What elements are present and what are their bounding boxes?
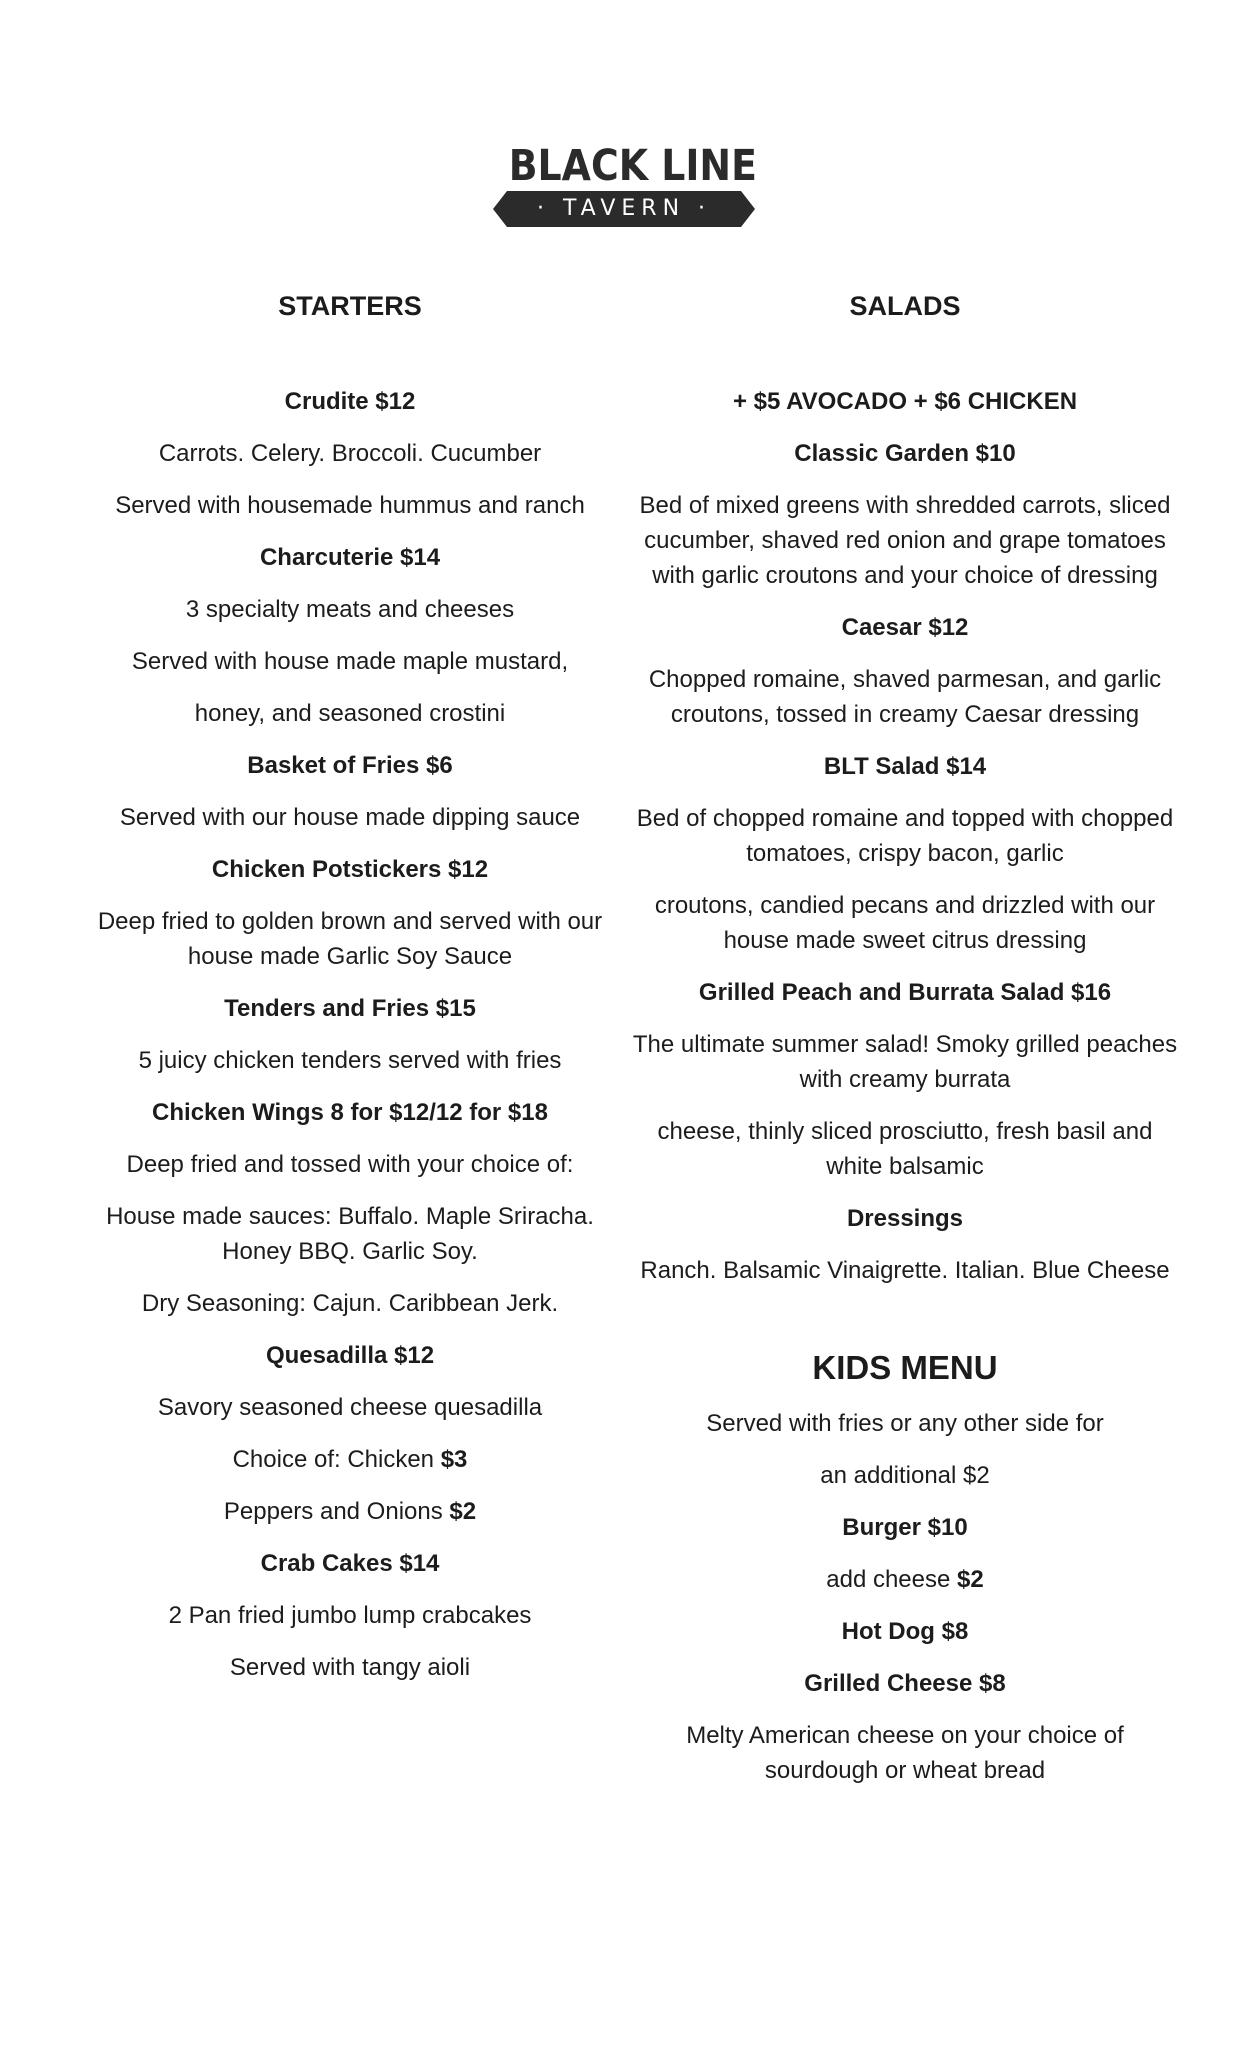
starters-title: STARTERS (278, 291, 422, 321)
logo-banner (493, 191, 755, 227)
item-text: add cheese (826, 1566, 958, 1593)
item-text: Served with housemade hummus and ranch (115, 492, 585, 519)
menu-item-description (630, 1718, 1180, 1788)
menu-item-description (70, 1043, 630, 1078)
item-text: Crab Cakes $14 (260, 1550, 440, 1577)
menu-item-name (630, 1201, 1180, 1236)
item-price: $3 (440, 1446, 468, 1473)
salads-list (630, 384, 1180, 1288)
item-text: Quesadilla $12 (265, 1342, 435, 1369)
logo-subtitle: · TAVERN · (536, 196, 712, 221)
item-text: Caesar $12 (841, 614, 969, 641)
salads-title: SALADS (849, 291, 961, 321)
item-text: Melty American cheese on your choice of sourdough or wheat bread (686, 1722, 1124, 1784)
menu-item-description (630, 1458, 1180, 1493)
item-text: Charcuterie $14 (259, 544, 441, 571)
menu-item-description (70, 1390, 630, 1425)
item-text: Served with tangy aioli (229, 1654, 471, 1681)
item-text: 5 juicy chicken tenders served with fries (138, 1047, 562, 1074)
menu-item-name (70, 748, 630, 783)
kids-list (630, 1406, 1180, 1788)
item-text: Savory seasoned cheese quesadilla (157, 1394, 543, 1421)
item-text: The ultimate summer salad! Smoky grilled peaches with creamy burrata (632, 1031, 1178, 1093)
menu-item-description (70, 1494, 630, 1529)
item-text: Served with our house made dipping sauce (119, 804, 581, 831)
salads-column (630, 286, 1180, 1805)
menu-item-name (70, 1095, 630, 1130)
menu-item-name (70, 852, 630, 887)
logo-wordmark: BLACK LINE (508, 141, 757, 191)
item-text: 2 Pan fried jumbo lump crabcakes (168, 1602, 532, 1629)
menu-item-name (70, 1546, 630, 1581)
menu-item-description (70, 904, 630, 974)
menu-item-name (630, 436, 1180, 471)
item-text: Peppers and Onions (223, 1498, 450, 1525)
starters-list (70, 384, 630, 1685)
menu-item-description (70, 436, 630, 471)
menu-item-name (630, 610, 1180, 645)
menu-item-description (630, 888, 1180, 958)
menu-item-description (630, 1562, 1180, 1597)
menu-item-name (630, 1614, 1180, 1649)
menu-item-name (630, 1510, 1180, 1545)
menu-item-description (70, 592, 630, 627)
item-text: Deep fried to golden brown and served with our house made Garlic Soy Sauce (97, 908, 603, 970)
item-text: Bed of mixed greens with shredded carrots, sliced cucumber, shaved red onion and grape tomatoes with garlic croutons and your choice of dressing (639, 492, 1171, 589)
menu-item-description (70, 696, 630, 731)
item-price: $2 (957, 1566, 984, 1593)
menu-item-description (70, 1650, 630, 1685)
menu-item-name (70, 384, 630, 419)
item-text: 3 specialty meats and cheeses (185, 596, 515, 623)
menu-item-description (70, 1286, 630, 1321)
item-text: Crudite $12 (284, 388, 416, 415)
item-text: + $5 AVOCADO + $6 CHICKEN (732, 388, 1078, 415)
menu-item-description (70, 488, 630, 523)
menu-item-description (630, 488, 1180, 593)
item-text: Chopped romaine, shaved parmesan, and garlic croutons, tossed in creamy Caesar dressing (648, 666, 1162, 728)
item-text: Bed of chopped romaine and topped with chopped tomatoes, crispy bacon, garlic (636, 805, 1174, 867)
menu-item-description (630, 801, 1180, 871)
item-text: House made sauces: Buffalo. Maple Sriracha. Honey BBQ. Garlic Soy. (106, 1203, 594, 1265)
menu-item-description (630, 1406, 1180, 1441)
menu-item-description (70, 1147, 630, 1182)
item-text: Ranch. Balsamic Vinaigrette. Italian. Blue Cheese (640, 1257, 1170, 1284)
item-text: Grilled Cheese $8 (804, 1670, 1006, 1697)
starters-column (70, 286, 630, 1702)
item-text: cheese, thinly sliced prosciutto, fresh basil and white balsamic (657, 1118, 1153, 1180)
menu-item-name (630, 1666, 1180, 1701)
menu-item-description (630, 1114, 1180, 1184)
item-text: Hot Dog $8 (841, 1618, 969, 1645)
menu-item-name (70, 991, 630, 1026)
menu-item-name (630, 749, 1180, 784)
item-text: honey, and seasoned crostini (194, 700, 506, 727)
kids-menu-title: KIDS MENU (812, 1349, 998, 1386)
item-text: Choice of: Chicken (232, 1446, 441, 1473)
menu-item-name (70, 540, 630, 575)
item-text: Classic Garden $10 (794, 440, 1016, 467)
menu-item-description (70, 800, 630, 835)
item-text: Dry Seasoning: Cajun. Caribbean Jerk. (141, 1290, 559, 1317)
item-text: Chicken Wings 8 for $12/12 for $18 (152, 1099, 548, 1126)
menu-item-name (630, 975, 1180, 1010)
menu-item-description (70, 1442, 630, 1477)
item-text: Chicken Potstickers $12 (211, 856, 489, 883)
item-text: Burger $10 (842, 1514, 968, 1541)
item-text: Carrots. Celery. Broccoli. Cucumber (158, 440, 542, 467)
menu-item-description (630, 662, 1180, 732)
item-text: BLT Salad $14 (823, 753, 987, 780)
item-text: Basket of Fries $6 (247, 752, 453, 779)
item-price: $2 (449, 1498, 477, 1525)
menu-item-description (70, 644, 630, 679)
item-text: Served with house made maple mustard, (131, 648, 569, 675)
tavern-logo (493, 141, 757, 230)
menu-item-description (70, 1199, 630, 1269)
item-text: Served with fries or any other side for (706, 1410, 1104, 1437)
menu-item-description (630, 1253, 1180, 1288)
item-text: Dressings (846, 1205, 964, 1232)
menu-item-name (630, 384, 1180, 419)
item-text: croutons, candied pecans and drizzled with our house made sweet citrus dressing (654, 892, 1156, 954)
menu-item-description (630, 1027, 1180, 1097)
item-text: Tenders and Fries $15 (224, 995, 476, 1022)
menu-item-name (70, 1338, 630, 1373)
item-text: Grilled Peach and Burrata Salad $16 (698, 979, 1112, 1006)
menu-item-description (70, 1598, 630, 1633)
item-text: Deep fried and tossed with your choice of: (126, 1151, 574, 1178)
item-text: an additional $2 (820, 1462, 990, 1489)
